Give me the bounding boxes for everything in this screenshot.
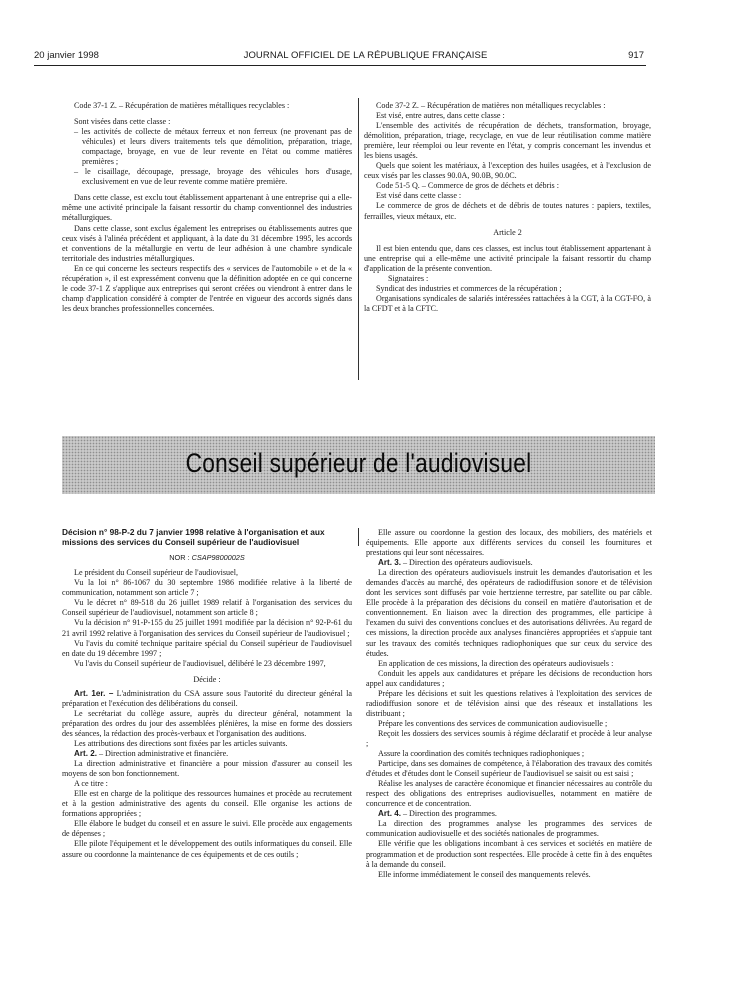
paragraph: Elle vérifie que les obligations incombant à ces services et sociétés en matière de programmation et de production sont respectées. Elle procède à cette fin à des enquêtes à la demande du conseil. [366, 839, 652, 869]
nor-label: NOR : [169, 553, 190, 563]
paragraph: L'ensemble des activités de récupération de déchets, transformation, broyage, démolition, préparation, triage, recyclage, en vue de leur réutilisation comme matière première, leur réemploi ou leur revente en l'état, y compris concernant les invendus et les biens usagés. [364, 121, 651, 161]
column-divider [358, 98, 359, 380]
decide-heading: Décide : [193, 674, 221, 684]
paragraph: Il est bien entendu que, dans ces classes, est inclus tout établissement appartenant à une entreprise qui a elle-même une activité principale la faisant ressortir du champ d'application de la présente convention. [364, 243, 651, 273]
paragraph: Elle informe immédiatement le conseil des manquements relevés. [378, 869, 591, 879]
top-right-column [364, 101, 651, 314]
paragraph: Elle élabore le budget du conseil et en assure le suivi. Elle procède aux engagements de dépenses ; [62, 819, 352, 839]
header-date: 20 janvier 1998 [34, 50, 99, 61]
paragraph: Réalise les analyses de caractère économique et financier nécessaires au contrôle du respect des obligations des entreprises audiovisuelles, notamment en matière de concurrence et de concentration. [366, 779, 652, 809]
header-rule [34, 65, 646, 66]
paragraph: Prépare les décisions et suit les questions relatives à l'exploitation des services de radiodiffusion sonore et de télévision ainsi que des réseaux et installations les distribuant ; [366, 688, 652, 718]
paragraph: Sont visées dans cette classe : [74, 117, 171, 127]
list-item: – le cisaillage, découpage, pressage, broyage des véhicules hors d'usage, exclusivement en vue de leur revente comme matière première. [62, 167, 352, 187]
column-divider [358, 528, 359, 546]
paragraph: Vu la loi n° 86-1067 du 30 septembre 1986 modifiée relative à la liberté de communication, notamment son article 7 ; [62, 578, 352, 598]
paragraph: Dans cette classe, est exclu tout établissement appartenant à une entreprise qui a elle-même une activité principale la faisant ressortir du champ conventionnel des industries métallurgiques. [62, 193, 352, 223]
article-2-heading: Article 2 [493, 227, 522, 237]
paragraph: Reçoit les dossiers des services soumis à régime déclaratif et procède à leur analyse ; [366, 728, 652, 748]
page-header [0, 50, 731, 66]
signatory: Syndicat des industries et commerces de la récupération ; [376, 283, 562, 293]
paragraph: Elle est en charge de la politique des ressources humaines et procède au recrutement et à la gestion administrative des agents du conseil. Elle organise les actions de formations appropriées ; [62, 789, 352, 819]
paragraph: Est visé dans cette classe : [376, 191, 462, 201]
top-left-column [62, 101, 352, 314]
article-4: Art. 4. – Direction des programmes. [378, 809, 497, 819]
paragraph: La direction des programmes analyse les programmes des services de communication audiovisuelle et des sociétés nationales de programmes. [366, 819, 652, 839]
paragraph: Vu le décret n° 89-518 du 26 juillet 1989 relatif à l'organisation des services du Conseil supérieur de l'audiovisuel, notamment son article 8 ; [62, 598, 352, 618]
paragraph: Vu la décision n° 91-P-155 du 25 juillet 1991 modifiée par la décision n° 92-P-61 du 21 avril 1992 relative à l'organisation des services du Conseil supérieur de l'audiovisuel ; [62, 618, 352, 638]
signatory: Organisations syndicales de salariés intéressées rattachées à la CGT, à la CGT-FO, à la CFDT et à la CFTC. [364, 293, 651, 313]
paragraph: Le président du Conseil supérieur de l'audiovisuel, [74, 568, 238, 578]
paragraph: Elle assure ou coordonne la gestion des locaux, des mobiliers, des matériels et équipements. Elle apporte aux différents services du conseil les fournitures et prestations qui leur sont nécessaires. [366, 528, 652, 558]
nor-code: CSAP9800002S [191, 553, 245, 563]
paragraph: Vu l'avis du comité technique paritaire spécial du Conseil supérieur de l'audiovisuel en date du 19 décembre 1997 ; [62, 638, 352, 658]
decision-title: Décision n° 98-P-2 du 7 janvier 1998 relative à l'organisation et aux missions des services du Conseil supérieur de l'audiovisuel [62, 527, 325, 547]
banner-title: Conseil supérieur de l'audiovisuel [185, 448, 532, 478]
paragraph: Conduit les appels aux candidatures et prépare les décisions de reconduction hors appel aux candidatures ; [366, 668, 652, 688]
nor-reference [62, 553, 352, 563]
decision-right-column [366, 528, 652, 880]
paragraph: Participe, dans ses domaines de compétence, à l'élaboration des travaux des comités d'études et d'études dont le Conseil supérieur de l'audiovisuel se saisit ou est saisi ; [366, 759, 652, 779]
header-journal-title: JOURNAL OFFICIEL DE LA RÉPUBLIQUE FRANÇAISE [243, 50, 488, 61]
paragraph: Prépare les conventions des services de communication audiovisuelle ; [378, 718, 608, 728]
paragraph: En ce qui concerne les secteurs respectifs des « services de l'automobile » et de la « récupération », il est expressément convenu que la définition adoptée en ce qui concerne le code 37-1 Z s'applique aux entreprises qui seront créées ou viendront à entrer dans le champ d'application considéré à compter de l'entrée en vigueur des accords signés dans les deux branches professionnelles concernées. [62, 263, 352, 313]
paragraph: Le commerce de gros de déchets et de débris de toutes natures : papiers, textiles, ferrailles, vieux métaux, etc. [364, 201, 651, 221]
activity-list [62, 127, 352, 187]
paragraph: Quels que soient les matériaux, à l'exception des huiles usagées, et à l'exclusion de ceux visés par les classes 90.0A, 90.0B, 90.0C. [364, 161, 651, 181]
paragraph: A ce titre : [74, 779, 108, 789]
decision-left-column [62, 528, 352, 860]
article-2: Art. 2. – Direction administrative et financière. [74, 749, 229, 759]
article-label: Art. 1er. – [74, 688, 114, 698]
paragraph: Elle pilote l'équipement et le développement des outils informatiques du conseil. Elle assure ou coordonne la maintenance de ces équipements et de ces outils ; [62, 839, 352, 859]
header-page-number: 917 [628, 50, 644, 61]
paragraph: Le secrétariat du collège assure, auprès du directeur général, notamment la préparation des ordres du jour des assemblées plénières, la mise en forme des dossiers des séances, la rédaction des procès-verbaux et l'organisation des auditions. [62, 708, 352, 738]
paragraph: Dans cette classe, sont exclus également les entreprises ou établissements autres que ceux visés à l'alinéa précédent et appliquant, à la date du 31 décembre 1995, les accords et conventions de la métallurgie en vertu de leur adhésion à une chambre syndicale territoriale des industries métallurgiques. [62, 223, 352, 263]
paragraph: Vu l'avis du Conseil supérieur de l'audiovisuel, délibéré le 23 décembre 1997, [74, 658, 326, 668]
article-1: Art. 1er. – L'administration du CSA assure sous l'autorité du directeur général la préparation et l'exécution des délibérations du conseil. [62, 688, 352, 708]
paragraph: En application de ces missions, la direction des opérateurs audiovisuels : [378, 658, 614, 668]
article-label: Art. 4. [378, 809, 401, 819]
article-3: Art. 3. – Direction des opérateurs audiovisuels. [378, 558, 533, 568]
code-51-5q-heading: Code 51-5 Q. – Commerce de gros de déchets et débris : [376, 181, 559, 191]
paragraph: La direction des opérateurs audiovisuels instruit les demandes d'autorisation et les demandes d'accès au marché, des opérateurs de radiodiffusion sonore et de télévision dont les services sont diffusés par voie hertzienne terrestre, par satellite ou par câble. Elle procède à la préparation des décisions du conseil en matière d'autorisation et de conventionnement. En liaison avec la direction des programmes, elle participe à l'examen du suivi des conventions conclues et des autorisations délivrées. Au regard de ces missions, la direction procède aux analyses financières appropriées et s'appuie tant sur les travaux des comités techniques radiophoniques que sur ceux du service des études. [366, 568, 652, 658]
article-label: Art. 3. [378, 558, 401, 568]
section-banner [62, 436, 655, 494]
code-37-1z-heading: Code 37-1 Z. – Récupération de matières métalliques recyclables : [74, 101, 290, 110]
list-item: – les activités de collecte de métaux ferreux et non ferreux (ne provenant pas de véhicules) et leurs divers traitements tels que démolition, préparation, triage, compactage, broyage, en vue de leur revente en l'état ou comme matières premières ; [62, 127, 352, 167]
paragraph: Est visé, entre autres, dans cette classe : [376, 111, 505, 121]
paragraph: Assure la coordination des comités techniques radiophoniques ; [378, 749, 585, 759]
article-label: Art. 2. [74, 749, 97, 759]
paragraph: La direction administrative et financière a pour mission d'assurer au conseil les moyens de son bon fonctionnement. [62, 759, 352, 779]
paragraph: Les attributions des directions sont fixées par les articles suivants. [74, 738, 288, 748]
code-37-2z-heading: Code 37-2 Z. – Récupération de matières non métalliques recyclables : [376, 101, 606, 110]
signataires-label: Signataires : [388, 273, 429, 283]
